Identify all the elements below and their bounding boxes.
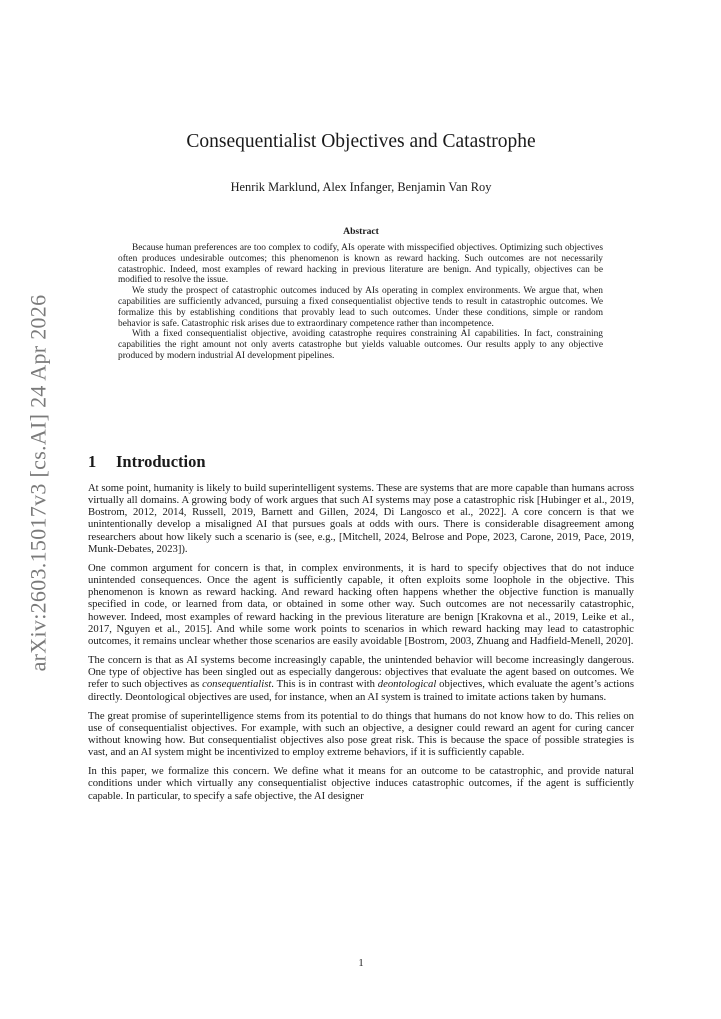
section-heading-introduction (88, 452, 634, 472)
abstract-paragraph: With a fixed consequentialist objective, avoiding catastrophe requires constraining AI capabilities. In fact, constraining capabilities the right amount not only averts catastrophe but yields valuable outcomes. Our results apply to any objective produced by modern industrial AI development pipelines. (118, 329, 603, 361)
arxiv-identifier-sidebar (19, 294, 57, 672)
abstract-paragraph: We study the prospect of catastrophic outcomes induced by AIs operating in complex environments. We argue that, when capabilities are sufficiently advanced, pursuing a fixed consequentialist objective tends to result in catastrophic outcomes. We formalize this by establishing conditions that provably lead to such outcomes. Under these conditions, simple or random behavior is safe. Catastrophic risk arises due to extraordinary competence rather than incompetence. (118, 286, 603, 329)
emphasis-consequentialist: consequentialist (202, 679, 272, 691)
arxiv-identifier: arXiv:2603.15017v3 [cs.AI] 24 Apr 2026 (25, 294, 51, 672)
body-paragraph: One common argument for concern is that, in complex environments, it is hard to specify objectives that do not induce unintended consequences. Once the agent is sufficiently capable, it often exploits some loophole in the objective. This phenomenon is known as reward hacking. And reward hacking often happens whether the objective function is manually specified in code, or learned from data, or obtained in some other way. Such outcomes are not necessarily catastrophic, however. Indeed, most examples of reward hacking in the previous literature are benign [Krakovna et al., 2019, Leike et al., 2017, Nguyen et al., 2015]. And while some work points to scenarios in which reward hacking may lead to catastrophic outcomes, it remains unclear whether those scenarios are easily avoidable [Bostrom, 2003, Zhuang and Hadfield-Menell, 2020]. (88, 562, 634, 647)
body-paragraph (88, 655, 634, 704)
body-paragraph: In this paper, we formalize this concern. We define what it means for an outcome to be catastrophic, and provide natural conditions under which virtually any consequentialist objective induces catastrophic outcomes, if the agent is sufficiently capable. In particular, to specify a safe objective, the AI designer (88, 766, 634, 802)
body-paragraph: At some point, humanity is likely to build superintelligent systems. These are systems that are more capable than humans across virtually all domains. A growing body of work argues that such AI systems may pose a catastrophic risk [Hubinger et al., 2019, Bostrom, 2012, 2014, Russell, 2019, Barnett and Gillen, 2024, Di Langosco et al., 2022]. A core concern is that we unintentionally develop a misaligned AI that pursues goals at odds with ours. There is considerable disagreement among researchers about how likely such a scenario is (see, e.g., [Mitchell, 2024, Belrose and Pope, 2023, Carone, 2019, Pace, 2019, Munk-Debates, 2023]). (88, 483, 634, 555)
abstract-heading: Abstract (343, 226, 379, 237)
body-text-run: objectives, which evaluate the agent’s actions directly. Deontological objectives are used, for instance, when an AI system is trained to imitate actions taken by humans. (88, 679, 634, 703)
body-text-run: . This is in contrast with (271, 679, 378, 691)
author-list: Henrik Marklund, Alex Infanger, Benjamin Van Roy (230, 180, 492, 194)
section-number: 1 (88, 452, 97, 471)
introduction-body (88, 483, 634, 810)
abstract-paragraph: Because human preferences are too complex to codify, AIs operate with misspecified objectives. Optimizing such objectives often produces undesirable outcomes; this phenomenon is known as reward hacking. Such outcomes are not necessarily catastrophic. Indeed, most examples of reward hacking in previous literature are benign. And typically, objectives can be modified to resolve the issue. (118, 243, 603, 286)
abstract-body (118, 243, 603, 362)
emphasis-deontological: deontological (377, 679, 437, 691)
body-text-run: The concern is that as AI systems become increasingly capable, the unintended behavior will become increasingly dangerous. One type of objective has been singled out as especially dangerous: objectives that evaluate the agent based on outcomes. We refer to such objectives as (88, 655, 634, 691)
paper-title: Consequentialist Objectives and Catastrophe (186, 131, 536, 152)
section-title: Introduction (116, 452, 206, 471)
body-paragraph: The great promise of superintelligence stems from its potential to do things that humans do not know how to do. This relies on use of consequentialist objectives. For example, with such an objective, a designer could reward an agent for curing cancer without knowing how. But consequentialist objectives also pose great risk. This is because the space of possible strategies is vast, and an AI system might be incentivized to employ extreme behaviors, if it is sufficiently capable. (88, 710, 634, 759)
page-number: 1 (358, 958, 364, 969)
